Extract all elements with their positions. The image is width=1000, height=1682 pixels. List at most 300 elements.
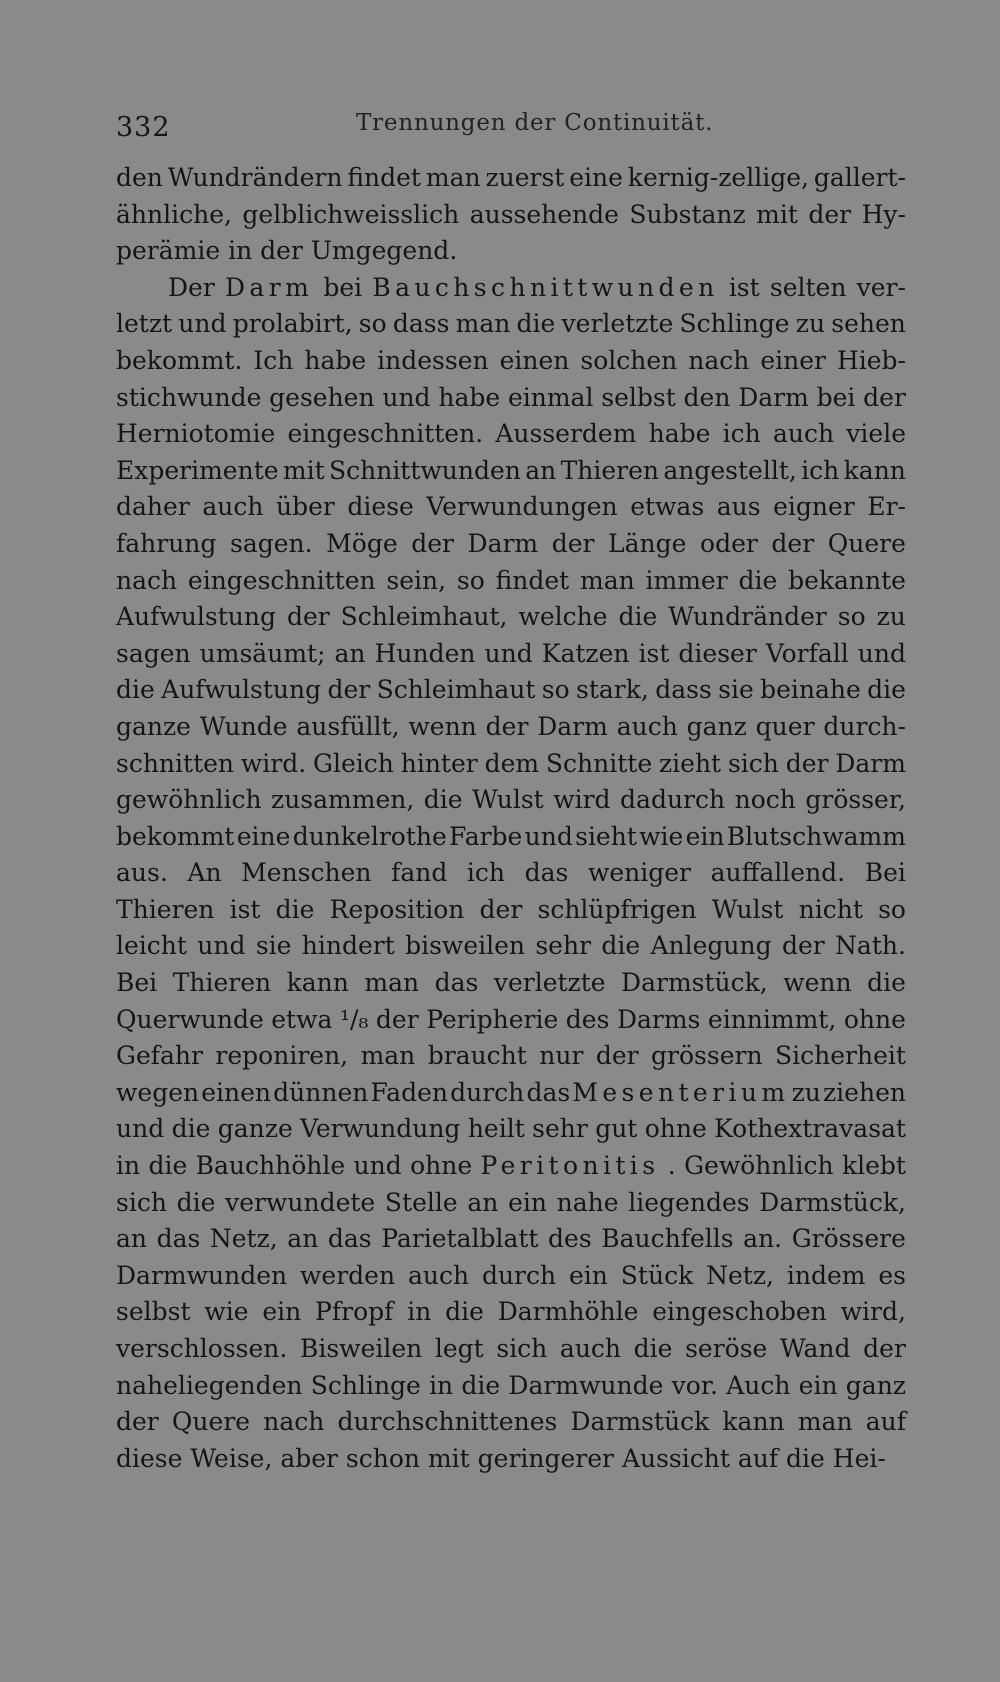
word: die (148, 1151, 188, 1181)
word: ganze (116, 711, 191, 741)
word: die (867, 968, 906, 998)
word: Bisweilen (299, 1334, 423, 1363)
word: habe (304, 345, 367, 375)
word: noch (734, 785, 796, 815)
text-line (116, 1258, 906, 1295)
word: einen (499, 345, 570, 375)
word: durch (450, 1077, 525, 1107)
word: an (467, 1187, 499, 1217)
text-line (116, 1038, 906, 1075)
word: der (116, 1407, 159, 1437)
word: daher (116, 492, 190, 522)
word: sein, (386, 565, 447, 595)
word: Aufwulstung (161, 675, 322, 705)
text-line (116, 599, 906, 636)
word: man (364, 968, 420, 998)
word: wird (553, 785, 611, 815)
running-head: Trennungen der Continuität. (356, 110, 714, 136)
spaced-emphasis: Bauchschnittwunden (372, 272, 719, 302)
word: dunkelrothe (292, 821, 447, 851)
text-line (116, 453, 906, 490)
word: Reposition (329, 894, 465, 924)
word: ist (728, 272, 760, 302)
text-line (116, 270, 906, 307)
word: ich (801, 455, 840, 485)
word: Wundrändern (167, 163, 343, 192)
word: zuerst (485, 163, 565, 192)
word: eingeschnitten (187, 565, 376, 595)
word: auch (559, 1334, 622, 1363)
word: habe (648, 419, 711, 449)
word: eingeschnitten. (287, 419, 484, 449)
word: ganz (686, 711, 747, 741)
text-line (116, 636, 906, 673)
word: die (171, 1114, 211, 1144)
word: der (808, 199, 852, 229)
word: und (116, 1114, 165, 1144)
word: aussehende (469, 199, 619, 229)
word: leicht (116, 931, 187, 961)
word: fahrung (116, 528, 217, 558)
word: und (524, 821, 573, 851)
word: in (116, 1151, 141, 1181)
word: Hy- (861, 199, 906, 229)
text-line (116, 892, 906, 929)
word: ohne (843, 1004, 906, 1034)
word: Aufwulstung (116, 602, 276, 632)
word: wie (639, 821, 684, 851)
word: Darm (467, 528, 539, 558)
word: gelblichweisslich (242, 199, 460, 229)
text-line (116, 563, 906, 600)
word: ganz (845, 1370, 906, 1400)
word: Bei (116, 968, 158, 998)
word: Wundränder (668, 602, 827, 632)
word: Parietalblatt (381, 1224, 539, 1254)
word: das (524, 858, 569, 888)
word: selbst (116, 1297, 191, 1327)
text-line (116, 1294, 906, 1331)
word: Wand (779, 1334, 851, 1363)
text-line (116, 160, 906, 197)
word: Farbe (449, 821, 523, 851)
word: Netz, (706, 1260, 774, 1290)
word: die (461, 1370, 501, 1400)
word: zu (795, 309, 826, 339)
word: braucht (427, 1041, 527, 1071)
word: Darm (738, 382, 809, 412)
word: nicht (798, 894, 863, 924)
word: und (178, 309, 227, 339)
word: auch (202, 492, 264, 522)
word: bei (323, 272, 363, 302)
word: liegendes (628, 1187, 750, 1217)
word: weniger (587, 858, 692, 888)
word: Schlinge (679, 309, 790, 339)
word: Gleich (313, 748, 394, 778)
word: einnimmt, (707, 1004, 837, 1034)
word: Ich (253, 345, 294, 375)
word: auffallend. (710, 858, 846, 888)
text-fragment: diese Weise, aber schon mit geringerer Aussicht auf die Hei- (116, 1443, 886, 1473)
word: nach (263, 1407, 325, 1437)
word: mit (282, 455, 325, 485)
word: indessen (377, 345, 489, 375)
word: so (541, 675, 570, 705)
word: der (771, 528, 815, 558)
word: legt (434, 1334, 484, 1363)
word: durch- (823, 711, 906, 741)
text-line (116, 233, 906, 270)
word: grössern (651, 1041, 763, 1071)
word: man (425, 163, 481, 192)
word: An (187, 858, 222, 888)
word: . (667, 1151, 676, 1181)
word: der (863, 382, 906, 412)
word: zu (791, 1077, 821, 1107)
word: selten (769, 272, 847, 302)
text-line (116, 1221, 906, 1258)
word: grösser, (805, 785, 906, 815)
word: Grössere (791, 1224, 906, 1254)
word: Darm (835, 748, 906, 778)
word: beinahe (760, 675, 861, 705)
word: werden (300, 1260, 396, 1290)
word: eigner (773, 492, 855, 522)
word: Menschen (241, 858, 372, 888)
text-line (116, 1368, 906, 1405)
word: Verwundungen (426, 492, 618, 522)
word: man (580, 565, 635, 595)
word: die (738, 565, 778, 595)
word: stark, (576, 675, 649, 705)
word: Sicherheit (775, 1041, 906, 1071)
word: letzt (116, 309, 173, 339)
word: Pfropf (315, 1297, 394, 1327)
word: vor. (671, 1370, 718, 1400)
word: einen (201, 1077, 272, 1107)
word: nahe (556, 1187, 619, 1217)
word: dadurch (620, 785, 726, 815)
word: in (407, 1297, 432, 1327)
word: ziehen (823, 1077, 906, 1107)
word: des (565, 1004, 610, 1034)
word: an. (743, 1224, 783, 1254)
word: bisweilen (405, 931, 526, 961)
word: man (360, 1041, 416, 1071)
word: der (327, 675, 371, 705)
word: reponiren, (215, 1041, 349, 1071)
word: sagen (116, 638, 191, 668)
word: Experimente (116, 455, 279, 485)
word: kernig-zellige, (627, 163, 809, 192)
body-text (116, 160, 906, 1477)
word: welche (518, 602, 608, 632)
word: solchen (580, 345, 678, 375)
word: stichwunde (116, 382, 262, 412)
text-line (116, 746, 906, 783)
spaced-emphasis: Peritonitis (480, 1151, 660, 1181)
word: und (197, 931, 246, 961)
word: ich (466, 858, 506, 888)
word: man (797, 1407, 853, 1437)
word: ver- (856, 272, 906, 302)
word: ein (685, 821, 725, 851)
word: durchschnittenes (337, 1407, 558, 1437)
word: ist (229, 894, 261, 924)
word: Bauchfells (601, 1224, 734, 1254)
word: das (526, 1077, 571, 1107)
word: Darmstück, (621, 968, 768, 998)
word: der (411, 528, 454, 558)
word: und (382, 382, 431, 412)
word: Thieren (560, 455, 660, 485)
word: Hieb- (836, 345, 906, 375)
word: ganze (217, 1114, 293, 1144)
word: einmal (507, 382, 594, 412)
word: Möge (326, 528, 398, 558)
spaced-emphasis: Mesenterium (572, 1077, 790, 1107)
text-line (116, 1404, 906, 1441)
word: wird. (240, 748, 307, 778)
word: der (863, 1334, 906, 1363)
word: naheliegenden (116, 1370, 303, 1400)
word: Faden (370, 1077, 448, 1107)
word: die (116, 675, 155, 705)
word: verletzte (493, 968, 606, 998)
word: Katzen (541, 638, 630, 668)
word: kann (286, 968, 349, 998)
word: wenn (783, 968, 852, 998)
word: viele (846, 419, 906, 449)
word: etwa (271, 1004, 333, 1034)
word: bekannte (788, 565, 906, 595)
word: Der (168, 272, 215, 302)
word: verschlossen. (116, 1334, 288, 1363)
word: verwundete (225, 1187, 376, 1217)
word: den (116, 163, 163, 192)
word: Quere (827, 528, 906, 558)
word: die (633, 1334, 673, 1363)
text-fragment: perämie in der Umgegend. (116, 236, 458, 266)
word: die (445, 1297, 484, 1327)
word: an (287, 1224, 319, 1254)
word: an (116, 1224, 148, 1254)
word: des (548, 1224, 592, 1254)
word: ähnliche, (116, 199, 232, 229)
word: wie (204, 1297, 249, 1327)
word: sich (727, 748, 779, 778)
word: umsäumt; (199, 638, 326, 668)
word: bekommt. (116, 345, 243, 375)
word: quer (755, 711, 815, 741)
word: Quere (171, 1407, 251, 1437)
text-line (116, 526, 906, 563)
word: die (867, 675, 906, 705)
word: kann (843, 455, 906, 485)
word: bei (816, 382, 856, 412)
word: auch (772, 419, 835, 449)
word: wird, (840, 1297, 906, 1327)
word: Wulst (472, 785, 544, 815)
word: ich (722, 419, 761, 449)
word: sieht (575, 821, 637, 851)
word: Wunde (199, 711, 288, 741)
word: so (878, 894, 906, 924)
word: so (456, 565, 485, 595)
word: ohne (644, 1114, 707, 1144)
word: verletzte (561, 309, 674, 339)
word: gesehen (269, 382, 375, 412)
word: die (601, 931, 641, 961)
word: heilt (467, 1114, 525, 1144)
word: an (525, 455, 557, 485)
word: oder (700, 528, 758, 558)
word: der (375, 1004, 419, 1034)
word: das (434, 968, 479, 998)
word: gut (595, 1114, 638, 1144)
text-line (116, 380, 906, 417)
text-line (116, 1331, 906, 1368)
word: Darm (537, 711, 608, 741)
text-line (116, 1111, 906, 1148)
word: man (455, 309, 511, 339)
word: wenn (408, 711, 477, 741)
word: dieser (678, 638, 757, 668)
word: aus (716, 492, 761, 522)
word: einer (760, 345, 826, 375)
word: hindert (301, 931, 395, 961)
word: der (286, 602, 330, 632)
word: die (423, 785, 463, 815)
text-line (116, 306, 906, 343)
word: Peripherie (426, 1004, 559, 1034)
word: Substanz (629, 199, 746, 229)
word: dass (655, 675, 712, 705)
word: Schleimhaut (376, 675, 536, 705)
word: kann (722, 1407, 785, 1437)
word: Netz, (209, 1224, 278, 1254)
word: über (276, 492, 335, 522)
word: die (275, 894, 315, 924)
word: ein (262, 1297, 302, 1327)
word: sagen. (230, 528, 313, 558)
word: Thieren (116, 894, 215, 924)
word: eingeschoben (652, 1297, 827, 1327)
word: in (429, 1370, 454, 1400)
word: angestellt, (663, 455, 797, 485)
word: zieht (658, 748, 722, 778)
word: und (484, 638, 533, 668)
word: Wulst (711, 894, 784, 924)
word: seröse (685, 1334, 768, 1363)
word: Stelle (384, 1187, 458, 1217)
word: eine (236, 821, 291, 851)
word: ¹/₈ (339, 1004, 369, 1034)
word: eine (569, 163, 623, 192)
word: findet (347, 163, 421, 192)
word: Gewöhnlich (684, 1151, 834, 1181)
word: auch (407, 1260, 470, 1290)
word: und (857, 638, 906, 668)
word: immer (645, 565, 728, 595)
word: die (176, 1187, 216, 1217)
word: ausfüllt, (296, 711, 400, 741)
page-header (116, 104, 898, 144)
word: zu (876, 602, 906, 632)
text-line (116, 855, 906, 892)
word: Bauchhöhle (195, 1151, 346, 1181)
word: Darms (616, 1004, 701, 1034)
word: sie (255, 931, 292, 961)
word: Stück (620, 1260, 694, 1290)
word: die (618, 602, 658, 632)
text-line (116, 819, 906, 856)
word: Kothextravasat (714, 1114, 906, 1144)
word: schlüpfrigen (537, 894, 697, 924)
word: wegen (116, 1077, 200, 1107)
word: Querwunde (116, 1004, 264, 1034)
word: Blutschwamm (726, 821, 906, 851)
word: Vorfall (765, 638, 849, 668)
text-line (116, 197, 906, 234)
word: den (683, 382, 731, 412)
word: der (479, 894, 523, 924)
word: schnitten (116, 748, 235, 778)
word: und (353, 1151, 402, 1181)
word: findet (495, 565, 570, 595)
word: Schlinge (310, 1370, 421, 1400)
word: das (156, 1224, 201, 1254)
word: Verwundung (300, 1114, 461, 1144)
text-line (116, 709, 906, 746)
text-line (116, 489, 906, 526)
word: Thieren (172, 968, 272, 998)
word: etwas (630, 492, 705, 522)
text-line (116, 928, 906, 965)
word: mit (756, 199, 798, 229)
text-line (116, 782, 906, 819)
word: Darmstück, (759, 1187, 906, 1217)
word: aus. (116, 858, 168, 888)
word: dass (392, 309, 450, 339)
word: sehen (831, 309, 906, 339)
word: es (878, 1260, 906, 1290)
word: indem (786, 1260, 866, 1290)
word: der (781, 931, 825, 961)
word: nach (688, 345, 750, 375)
word: der (785, 748, 829, 778)
word: Herniotomie (116, 419, 276, 449)
word: sich (116, 1187, 167, 1217)
word: zusammen, (271, 785, 415, 815)
word: dem (484, 748, 540, 778)
word: ein (569, 1260, 608, 1290)
word: Schleimhaut, (340, 602, 508, 632)
word: Länge (608, 528, 687, 558)
word: hinter (400, 748, 478, 778)
word: dünnen (273, 1077, 369, 1107)
text-line (116, 1441, 906, 1478)
word: auf (865, 1407, 906, 1437)
text-line (116, 416, 906, 453)
word: nach (116, 565, 178, 595)
word: fand (391, 858, 448, 888)
word: Schnittwunden (328, 455, 521, 485)
word: nur (539, 1041, 584, 1071)
word: Schnitte (545, 748, 653, 778)
word: bekommt (116, 821, 235, 851)
